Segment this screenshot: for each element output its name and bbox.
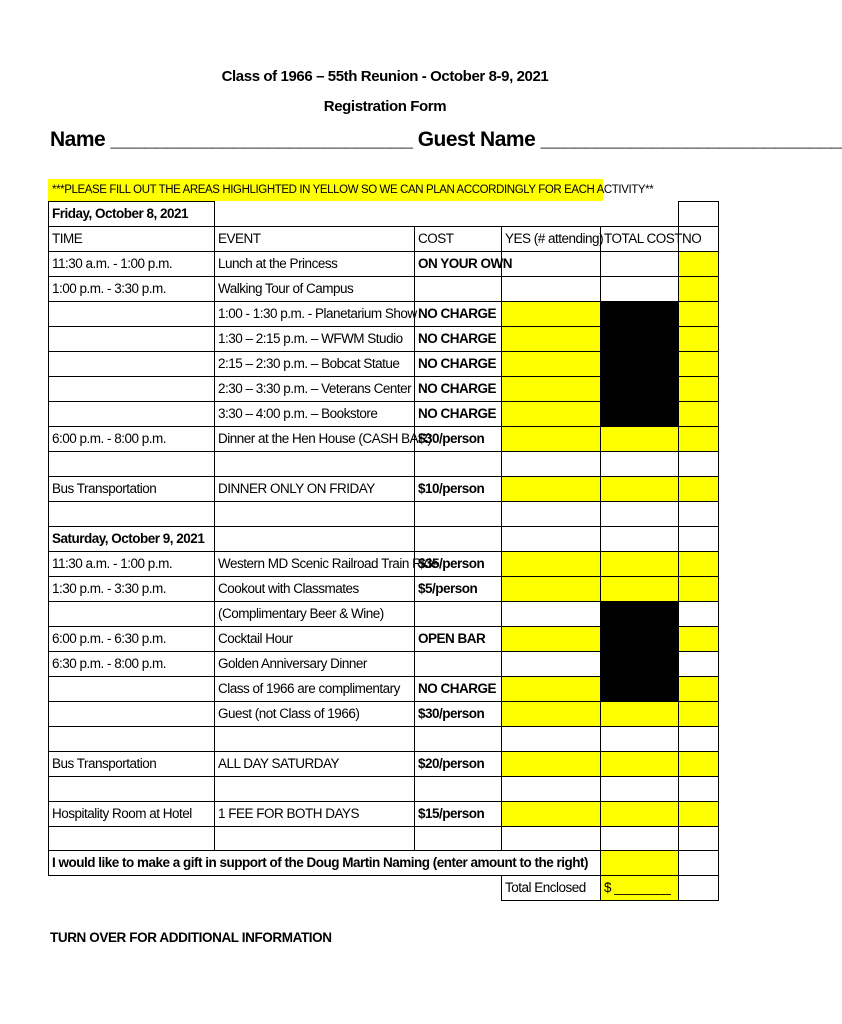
table-row: 2:30 – 3:30 p.m. – Veterans Center NO CHARGE (49, 377, 719, 402)
saturday-heading-row (49, 526, 719, 551)
table-row: 11:30 a.m. - 1:00 p.m. Western MD Scenic Railroad Train Ride $35/person (49, 551, 719, 576)
no-input[interactable] (679, 676, 719, 701)
yes-cell (502, 277, 601, 302)
yes-input[interactable] (502, 626, 601, 651)
yes-input[interactable] (502, 302, 601, 327)
no-input[interactable] (679, 751, 719, 776)
table-row: 11:30 a.m. - 1:00 p.m. Lunch at the Princess ON YOUR OWN (49, 252, 719, 277)
no-input[interactable] (679, 302, 719, 327)
blocked-cell (601, 676, 679, 701)
table-row: 1:30 p.m. - 3:30 p.m. Cookout with Classmates $5/person (49, 576, 719, 601)
table-row: 3:30 – 4:00 p.m. – Bookstore NO CHARGE (49, 402, 719, 427)
total-input[interactable] (601, 551, 679, 576)
table-row: (Complimentary Beer & Wine) (49, 601, 719, 626)
col-no: NO (679, 227, 719, 252)
empty-row (49, 826, 719, 851)
total-cell (601, 277, 679, 302)
table-row: 2:15 – 2:30 p.m. – Bobcat Statue NO CHARGE (49, 352, 719, 377)
no-input[interactable] (679, 427, 719, 452)
blocked-cell (601, 327, 679, 352)
blocked-cell (601, 626, 679, 651)
yes-input[interactable] (502, 352, 601, 377)
blocked-cell (601, 601, 679, 626)
no-input[interactable] (679, 551, 719, 576)
yes-input[interactable] (502, 576, 601, 601)
no-input[interactable] (679, 476, 719, 501)
table-row: 1:00 - 1:30 p.m. - Planetarium Show NO CHARGE (49, 302, 719, 327)
no-input[interactable] (679, 626, 719, 651)
yes-input[interactable] (502, 751, 601, 776)
blocked-cell (601, 302, 679, 327)
no-input[interactable] (679, 252, 719, 277)
friday-heading-row (49, 202, 719, 227)
table-row: Bus Transportation DINNER ONLY ON FRIDAY $10/person (49, 476, 719, 501)
total-enclosed-label: Total Enclosed (502, 876, 601, 901)
total-input[interactable] (601, 476, 679, 501)
form-subtitle: Registration Form (323, 98, 447, 115)
col-yes: YES (# attending) (502, 227, 601, 252)
gift-row (49, 851, 719, 876)
name-guest-line[interactable]: Name ___________________________ Guest Name ___________________________ (50, 128, 842, 151)
registration-table (48, 201, 719, 901)
yes-input[interactable] (502, 701, 601, 726)
column-header-row (49, 227, 719, 252)
blocked-cell (601, 352, 679, 377)
no-input[interactable] (679, 701, 719, 726)
saturday-heading: Saturday, October 9, 2021 (49, 526, 215, 551)
col-event: EVENT (215, 227, 415, 252)
total-input[interactable] (601, 751, 679, 776)
table-row: Class of 1966 are complimentary NO CHARGE (49, 676, 719, 701)
yes-input[interactable] (502, 551, 601, 576)
empty-row (49, 726, 719, 751)
total-enclosed-input[interactable]: $ ________ (601, 876, 679, 901)
no-input[interactable] (679, 402, 719, 427)
blocked-cell (601, 377, 679, 402)
yes-input[interactable] (502, 676, 601, 701)
no-input[interactable] (679, 377, 719, 402)
total-enclosed-row (49, 876, 719, 901)
no-input[interactable] (679, 801, 719, 826)
total-input[interactable] (601, 701, 679, 726)
table-row: 6:00 p.m. - 8:00 p.m. Dinner at the Hen House (CASH BAR) $30/person (49, 427, 719, 452)
table-row: 6:00 p.m. - 6:30 p.m. Cocktail Hour OPEN BAR (49, 626, 719, 651)
empty-row (49, 452, 719, 477)
yes-input[interactable] (502, 402, 601, 427)
col-total: TOTAL COST (601, 227, 679, 252)
instructions-banner: ***PLEASE FILL OUT THE AREAS HIGHLIGHTED IN YELLOW SO WE CAN PLAN ACCORDINGLY FOR EACH ACTIVITY** (48, 179, 603, 201)
total-input[interactable] (601, 427, 679, 452)
friday-heading: Friday, October 8, 2021 (49, 202, 215, 227)
blocked-cell (601, 651, 679, 676)
no-input[interactable] (679, 277, 719, 302)
yes-input[interactable] (502, 801, 601, 826)
yes-input[interactable] (502, 476, 601, 501)
turn-over-note: TURN OVER FOR ADDITIONAL INFORMATION (50, 930, 332, 945)
blocked-cell (601, 402, 679, 427)
gift-text: I would like to make a gift in support of the Doug Martin Naming (enter amount to the right) (49, 851, 601, 876)
table-row: 1:00 p.m. - 3:30 p.m. Walking Tour of Campus (49, 277, 719, 302)
no-input[interactable] (679, 327, 719, 352)
gift-amount-input[interactable] (601, 851, 679, 876)
table-row: 6:30 p.m. - 8:00 p.m. Golden Anniversary Dinner (49, 651, 719, 676)
total-cell (601, 252, 679, 277)
table-row: Bus Transportation ALL DAY SATURDAY $20/person (49, 751, 719, 776)
total-input[interactable] (601, 576, 679, 601)
no-input[interactable] (679, 576, 719, 601)
total-input[interactable] (601, 801, 679, 826)
yes-input[interactable] (502, 427, 601, 452)
table-row: Guest (not Class of 1966) $30/person (49, 701, 719, 726)
table-row: Hospitality Room at Hotel 1 FEE FOR BOTH DAYS $15/person (49, 801, 719, 826)
form-title: Class of 1966 – 55th Reunion - October 8-9, 2021 (221, 68, 549, 85)
empty-row (49, 776, 719, 801)
no-input[interactable] (679, 352, 719, 377)
yes-cell (502, 252, 601, 277)
col-time: TIME (49, 227, 215, 252)
yes-input[interactable] (502, 377, 601, 402)
empty-row (49, 501, 719, 526)
yes-input[interactable] (502, 327, 601, 352)
col-cost: COST (415, 227, 502, 252)
table-row: 1:30 – 2:15 p.m. – WFWM Studio NO CHARGE (49, 327, 719, 352)
